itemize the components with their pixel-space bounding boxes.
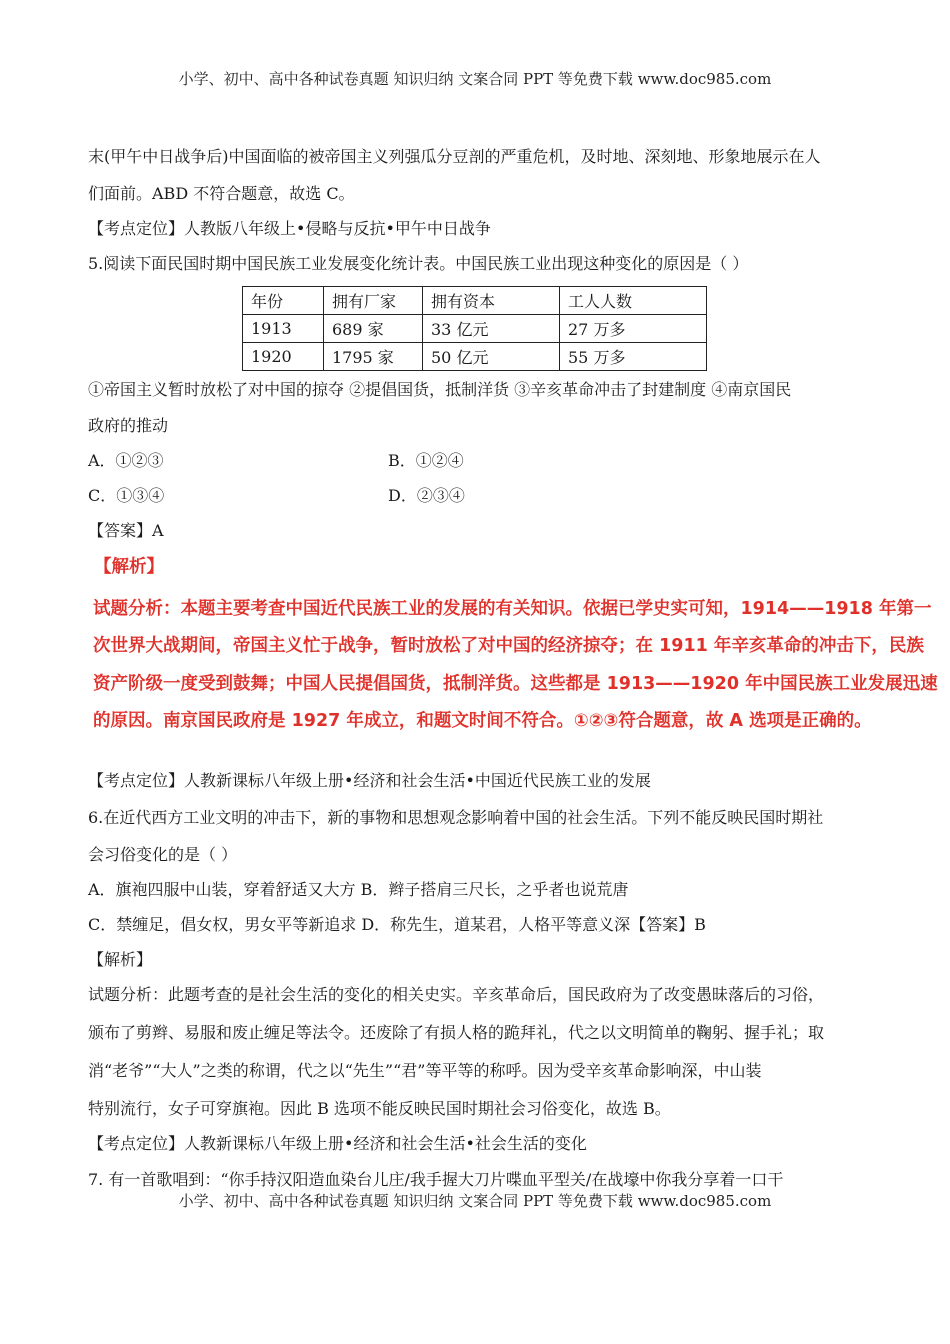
- table-row: [243, 315, 707, 343]
- table-cell: 50 亿元: [423, 343, 560, 371]
- prev-kaodian: 【考点定位】人教版八年级上•侵略与反抗•甲午中日战争: [88, 219, 491, 238]
- table-cell: 1920: [243, 343, 324, 371]
- q6-kaodian: 【考点定位】人教新课标八年级上册•经济和社会生活•社会生活的变化: [88, 1134, 587, 1153]
- q6-stem-line-1: 6.在近代西方工业文明的冲击下，新的事物和思想观念影响着中国的社会生活。下列不能反映民国时期社: [88, 808, 824, 827]
- table-header-cell: 拥有资本: [423, 287, 560, 315]
- q5-option-d: D．②③④: [388, 486, 465, 505]
- q6-analysis-label: 【解析】: [88, 950, 153, 969]
- q5-stem: 5.阅读下面民国时期中国民族工业发展变化统计表。中国民族工业出现这种变化的原因是（ ）: [88, 254, 749, 273]
- q6-options-ab: A．旗袍四服中山装，穿着舒适又大方 B．辫子搭肩三尺长，之乎者也说荒唐: [88, 880, 629, 899]
- q5-items-line-2: 政府的推动: [88, 416, 169, 435]
- q5-analysis-line-1: 试题分析：本题主要考查中国近代民族工业的发展的有关知识。依据已学史实可知，1914——1918 年第一: [93, 599, 932, 619]
- table-cell: 55 万多: [560, 343, 707, 371]
- q5-analysis-label: 【解析】: [94, 557, 164, 577]
- table-cell: 689 家: [324, 315, 423, 343]
- q5-kaodian: 【考点定位】人教新课标八年级上册•经济和社会生活•中国近代民族工业的发展: [88, 771, 651, 790]
- q6-analysis-line-1: 试题分析：此题考查的是社会生活的变化的相关史实。辛亥革命后，国民政府为了改变愚昧落后的习俗，: [88, 985, 825, 1004]
- page-footer: 小学、初中、高中各种试卷真题 知识归纳 文案合同 PPT 等免费下载 www.doc985.com: [178, 1192, 772, 1210]
- q5-stat-table: [242, 286, 707, 371]
- table-header-cell: 工人人数: [560, 287, 707, 315]
- table-row: [243, 343, 707, 371]
- table-cell: 33 亿元: [423, 315, 560, 343]
- q5-answer: 【答案】A: [88, 521, 164, 540]
- q5-analysis-line-3: 资产阶级一度受到鼓舞；中国人民提倡国货，抵制洋货。这些都是 1913——1920 年中国民族工业发展迅速: [93, 674, 938, 694]
- table-cell: 1795 家: [324, 343, 423, 371]
- q7-stem: 7. 有一首歌唱到：“你手持汉阳造血染台儿庄/我手握大刀片喋血平型关/在战壕中你我分享着一口干: [88, 1170, 784, 1189]
- page-header: 小学、初中、高中各种试卷真题 知识归纳 文案合同 PPT 等免费下载 www.doc985.com: [178, 70, 772, 88]
- q6-options-cd: C．禁缠足，倡女权，男女平等新追求 D．称先生，道某君，人格平等意义深【答案】B: [88, 915, 706, 934]
- table-header-cell: 拥有厂家: [324, 287, 423, 315]
- table-header-row: [243, 287, 707, 315]
- q6-analysis-line-3: 消“老爷”“大人”之类的称谓，代之以“先生”“君”等平等的称呼。因为受辛亥革命影响深，中山装: [88, 1061, 762, 1080]
- table-cell: 27 万多: [560, 315, 707, 343]
- q6-analysis-line-2: 颁布了剪辫、易服和废止缠足等法令。还废除了有损人格的跪拜礼，代之以文明简单的鞠躬、握手礼；取: [88, 1023, 825, 1042]
- q5-option-a: A．①②③: [88, 451, 164, 470]
- q5-analysis-line-4: 的原因。南京国民政府是 1927 年成立，和题文时间不符合。①②③符合题意，故 A 选项是正确的。: [93, 711, 872, 731]
- q6-analysis-line-4: 特别流行，女子可穿旗袍。因此 B 选项不能反映民国时期社会习俗变化，故选 B。: [88, 1099, 671, 1118]
- q5-analysis-line-2: 次世界大战期间，帝国主义忙于战争，暂时放松了对中国的经济掠夺；在 1911 年辛亥革命的冲击下，民族: [93, 636, 924, 656]
- q6-stem-line-2: 会习俗变化的是（ ）: [88, 845, 238, 864]
- prev-analysis-line-1: 末(甲午中日战争后)中国面临的被帝国主义列强瓜分豆剖的严重危机，及时地、深刻地、形象地展示在人: [88, 147, 821, 166]
- q5-items-line-1: ①帝国主义暂时放松了对中国的掠夺 ②提倡国货，抵制洋货 ③辛亥革命冲击了封建制度 ④南京国民: [88, 380, 792, 399]
- table-cell: 1913: [243, 315, 324, 343]
- table-header-cell: 年份: [243, 287, 324, 315]
- q5-option-c: C．①③④: [88, 486, 165, 505]
- q5-option-b: B．①②④: [388, 451, 464, 470]
- prev-analysis-line-2: 们面前。ABD 不符合题意，故选 C。: [88, 184, 355, 203]
